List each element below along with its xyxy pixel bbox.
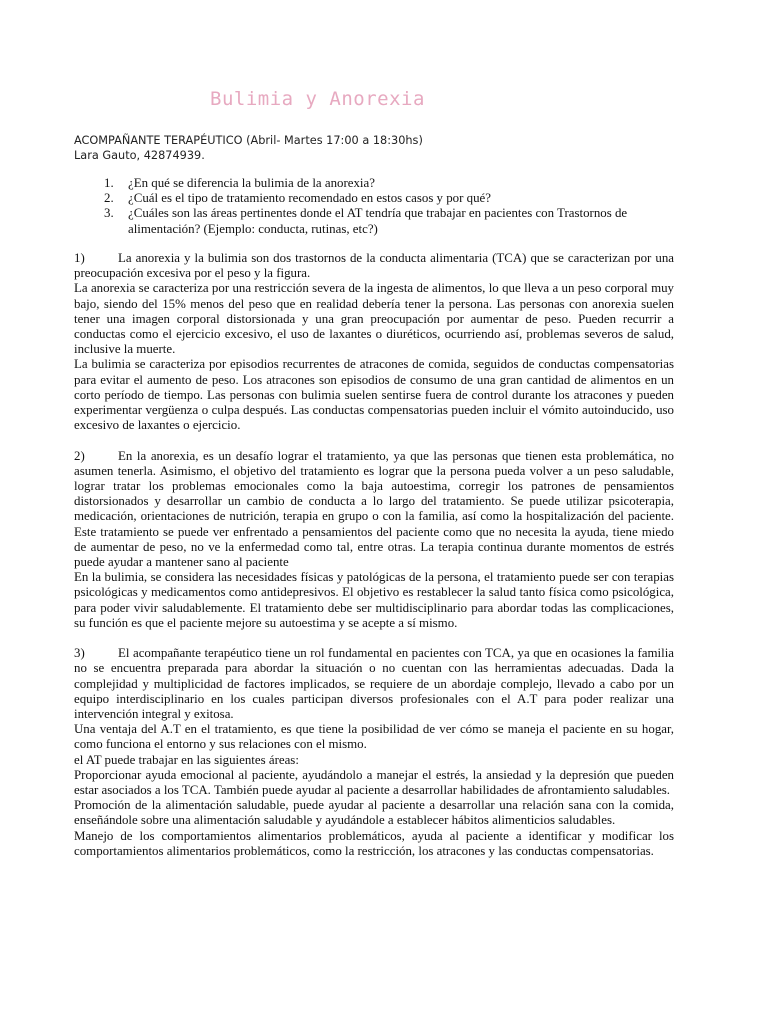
answer-paragraph: La anorexia se caracteriza por una restricción severa de la ingesta de alimentos, lo que lleva a un peso corporal muy bajo, siendo del 15% menos del peso que en realidad debería tener la persona. Las personas con anorexia suelen tener una imagen corporal distorsionada y una gran preocupación por aumentar de peso. Pueden recurrir a conductas como el ejercicio excesivo, el uso de laxantes o diuréticos, ocurriendo así, problemas severos de salud, inclusive la muerte.	[74, 281, 674, 357]
answer-paragraph: 1) La anorexia y la bulimia son dos trastornos de la conducta alimentaria (TCA) que se caracterizan por una preocupación excesiva por el peso y la figura.	[74, 251, 674, 281]
question-number: 1.	[104, 176, 114, 190]
question-text: ¿Cuál es el tipo de tratamiento recomendado en estos casos y por qué?	[128, 191, 491, 206]
question-item	[74, 176, 674, 191]
answer-paragraph: Una ventaja del A.T en el tratamiento, es que tiene la posibilidad de ver cómo se maneja el paciente en su hogar, como funciona el entorno y sus relaciones con el mismo.	[74, 722, 674, 752]
question-text: ¿Cuáles son las áreas pertinentes donde el AT tendría que trabajar en pacientes con Trastornos de alimentación? (Ejemplo: conducta, rutinas, etc?)	[128, 206, 628, 236]
questions-list	[74, 176, 674, 237]
answer-number: 2)	[74, 448, 85, 463]
question-number: 2.	[104, 191, 114, 206]
paragraph-gap	[74, 433, 674, 448]
question-item	[74, 191, 674, 206]
document-header-info	[74, 133, 694, 163]
author-line: Lara Gauto, 42874939.	[74, 149, 205, 162]
answers-body	[74, 251, 674, 859]
answer-paragraph: el AT puede trabajar en las siguientes áreas:	[74, 752, 299, 767]
answer-paragraph: La bulimia se caracteriza por episodios recurrentes de atracones de comida, seguidos de conductas compensatorias para evitar el aumento de peso. Los atracones son episodios de consumo de una gran cantidad de alimentos en un corto período de tiempo. Las personas con bulimia suelen sentirse fuera de control durante los atracones y pueden experimentar vergüenza o culpa después. Las conductas compensatorias pueden incluir el vómito autoinducido, uso excesivo de laxantes o ejercicio.	[74, 357, 674, 433]
answer-number: 3)	[74, 646, 85, 661]
document-title: Bulimia y Anorexia	[210, 88, 425, 110]
question-text: ¿En qué se diferencia la bulimia de la anorexia?	[128, 176, 375, 190]
answer-number: 1)	[74, 251, 85, 265]
answer-paragraph: En la bulimia, se considera las necesidades físicas y patológicas de la persona, el tratamiento puede ser con terapias psicológicas y medicamentos como antidepresivos. El objetivo es restablecer la salud tanto física como psicológica, para poder vivir saludablemente. El tratamiento debe ser multidisciplinario para abordar todas las complicaciones, su función es que el paciente mejore su autoestima y se acepte a sí mismo.	[74, 570, 674, 630]
answer-2	[74, 449, 674, 631]
answer-paragraph: 3) El acompañante terapéutico tiene un rol fundamental en pacientes con TCA, ya que en ocasiones la familia no se encuentra preparada para abordar la situación o no cuentan con las herramientas adecuadas. Dada la complejidad y multiplicidad de factores implicados, se requiere de un abordaje complejo, llevado a cabo por un equipo interdisciplinario en los cuales participan diversos profesionales con el A.T para poder realizar una intervención integral y exitosa.	[74, 646, 674, 722]
answer-1	[74, 251, 674, 433]
answer-paragraph: Manejo de los comportamientos alimentarios problemáticos, ayuda al paciente a identificar y modificar los comportamientos alimentarios problemáticos, como la restricción, los atracones y las conductas compensatorias.	[74, 828, 674, 858]
answer-paragraph: Proporcionar ayuda emocional al paciente, ayudándolo a manejar el estrés, la ansiedad y la depresión que pueden estar asociados a los TCA. También puede ayudar al paciente a desarrollar habilidades de afrontamiento saludables.	[74, 767, 674, 798]
course-line: ACOMPAÑANTE TERAPÉUTICO (Abril- Martes 17:00 a 18:30hs)	[74, 134, 423, 147]
answer-paragraph: Promoción de la alimentación saludable, puede ayudar al paciente a desarrollar una relación sana con la comida, enseñándole sobre una alimentación saludable y ayudándole a establecer hábitos alimenticios saludables.	[74, 798, 674, 828]
answer-3	[74, 646, 674, 859]
paragraph-gap	[74, 631, 674, 646]
question-number: 3.	[104, 206, 114, 221]
answer-paragraph: 2) En la anorexia, es un desafío lograr el tratamiento, ya que las personas que tienen esta problemática, no asumen tenerla. Asimismo, el objetivo del tratamiento es lograr que la persona pueda volver a un peso saludable, lograr tratar los problemas emocionales como la baja autoestima, corregir los patrones de pensamientos distorsionados y desarrollar un cambio de conducta a lo largo del tratamiento. Se puede utilizar psicoterapia, medicación, orientaciones de nutrición, terapia en grupo o con la familia, así como la hospitalización del paciente. Este tratamiento se puede ver enfrentado a pensamientos del paciente como que no necesita la ayuda, tiene miedo de aumentar de peso, no ve la enfermedad como tal, entre otras. La terapia continua durante momentos de estrés puede ayudar a mantener sano al paciente	[74, 448, 674, 570]
question-item	[74, 206, 674, 236]
